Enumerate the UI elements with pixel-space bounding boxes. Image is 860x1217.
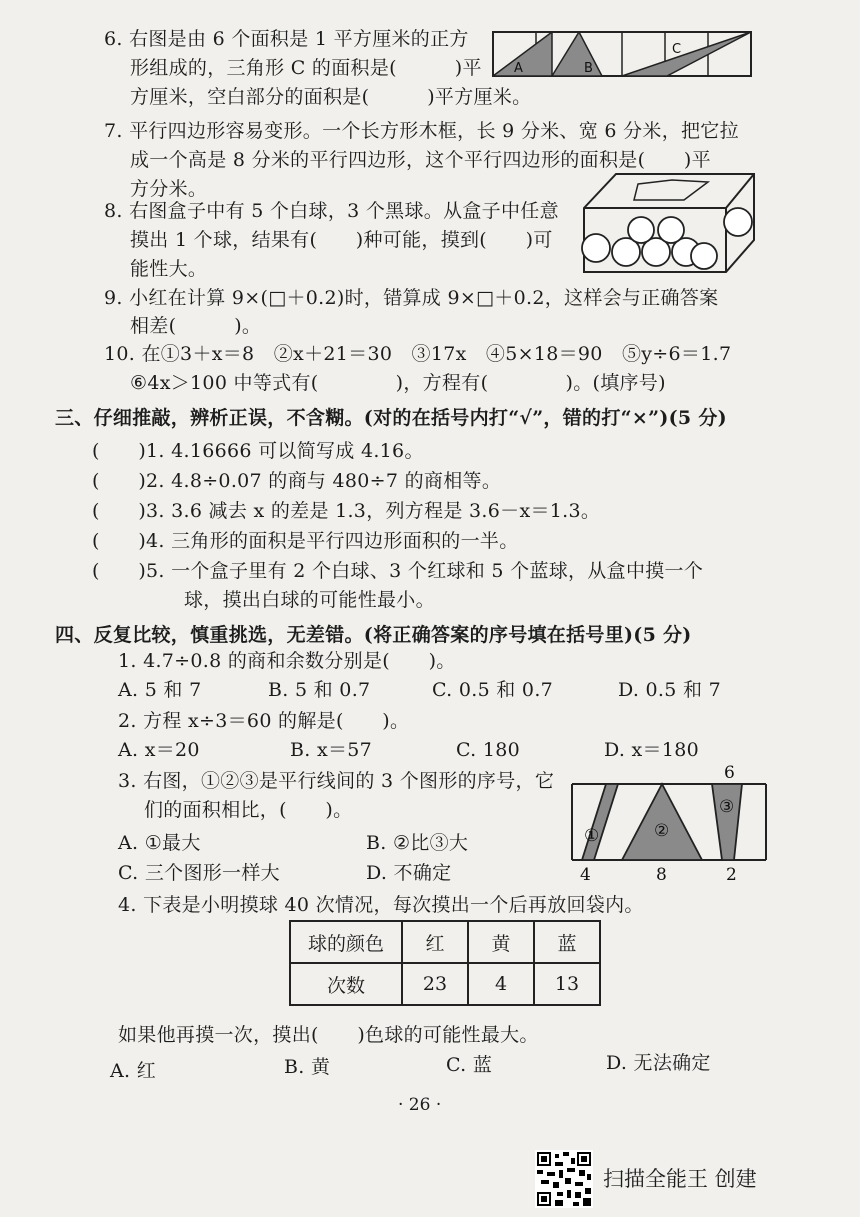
- s4q4-option-c: C. 蓝: [446, 1054, 493, 1076]
- sec3-item-3: ( )3. 3.6 减去 x 的差是 1.3，列方程是 3.6－x＝1.3。: [92, 500, 601, 522]
- s4q1-stem: 1. 4.7÷0.8 的商和余数分别是( )。: [118, 650, 456, 672]
- q6-line2: 形组成的，三角形 C 的面积是( )平: [130, 57, 482, 79]
- table-header-cell: 红: [402, 921, 468, 963]
- sec3-item-5: ( )5. 一个盒子里有 2 个白球、3 个红球和 5 个蓝球，从盒中摸一个: [92, 560, 704, 582]
- fig3-shape-3-label: ③: [719, 797, 735, 817]
- s4q2-option-c: C. 180: [456, 739, 521, 761]
- fig3-bottom-label-3: 2: [726, 865, 737, 884]
- s4q1-option-b: B. 5 和 0.7: [268, 679, 371, 701]
- s4q1-option-c: C. 0.5 和 0.7: [432, 679, 554, 701]
- fig3-bottom-label-2: 8: [656, 865, 667, 884]
- table-row: [290, 921, 600, 963]
- q9-line1: 9. 小红在计算 9×(□＋0.2)时，错算成 9×□＋0.2，这样会与正确答案: [104, 287, 719, 309]
- q10-line1: 10. 在①3＋x＝8 ②x＋21＝30 ③17x ④5×18＝90 ⑤y÷6＝1.7: [104, 343, 732, 365]
- page-number: · 26 ·: [398, 1095, 442, 1115]
- q6-label-c: C: [672, 42, 682, 57]
- q8-line3: 能性大。: [130, 258, 208, 280]
- s4q3-parallel-figure: [566, 756, 772, 884]
- s4q4-followup: 如果他再摸一次，摸出( )色球的可能性最大。: [118, 1024, 539, 1046]
- s4q3-option-d: D. 不确定: [366, 862, 452, 884]
- section-4-title: 四、反复比较，慎重挑选，无差错。(将正确答案的序号填在括号里)(5 分): [55, 624, 692, 646]
- s4q4-option-a: A. 红: [110, 1060, 157, 1082]
- q6-square-figure: [492, 31, 754, 79]
- s4q3-option-b: B. ②比③大: [366, 832, 469, 854]
- q6-label-b: B: [584, 61, 593, 76]
- s4q1-option-a: A. 5 和 7: [118, 679, 202, 701]
- s4q3-line2: 们的面积相比，( )。: [144, 799, 353, 821]
- scanner-watermark: 扫描全能王 创建: [603, 1167, 757, 1191]
- q6-line3: 方厘米，空白部分的面积是( )平方厘米。: [130, 86, 532, 108]
- fig3-bottom-label-1: 4: [580, 865, 591, 884]
- fig3-shape-1-label: ①: [584, 826, 600, 846]
- s4q3-line1: 3. 右图，①②③是平行线间的 3 个图形的序号，它: [118, 770, 555, 792]
- fig3-top-label: 6: [724, 763, 735, 783]
- s4q4-option-b: B. 黄: [284, 1056, 331, 1078]
- table-cell: 23: [402, 963, 468, 1005]
- table-row: [290, 963, 600, 1005]
- table-cell: 次数: [290, 963, 402, 1005]
- s4q3-option-c: C. 三个图形一样大: [118, 862, 280, 884]
- s4q4-stem: 4. 下表是小明摸球 40 次情况，每次摸出一个后再放回袋内。: [118, 894, 644, 916]
- table-cell: 4: [468, 963, 534, 1005]
- s4q2-stem: 2. 方程 x÷3＝60 的解是( )。: [118, 710, 410, 732]
- s4q1-option-d: D. 0.5 和 7: [618, 679, 722, 701]
- table-header-cell: 黄: [468, 921, 534, 963]
- s4q4-option-d: D. 无法确定: [606, 1052, 711, 1074]
- sec3-item-1: ( )1. 4.16666 可以简写成 4.16。: [92, 440, 424, 462]
- s4q2-option-d: D. x＝180: [604, 739, 700, 761]
- q10-line2: ⑥4x＞100 中等式有( )，方程有( )。(填序号): [130, 372, 666, 394]
- q7-line3: 方分米。: [130, 178, 208, 200]
- q8-line1: 8. 右图盒子中有 5 个白球，3 个黑球。从盒子中任意: [104, 200, 559, 222]
- table-cell: 13: [534, 963, 600, 1005]
- s4q2-option-a: A. x＝20: [118, 739, 200, 761]
- s4q3-option-a: A. ①最大: [118, 832, 201, 854]
- ball-tally-table: [289, 920, 601, 1006]
- sec3-item-4: ( )4. 三角形的面积是平行四边形面积的一半。: [92, 530, 519, 552]
- qr-code-icon: [535, 1150, 593, 1208]
- q7-line1: 7. 平行四边形容易变形。一个长方形木框，长 9 分米、宽 6 分米，把它拉: [104, 120, 739, 142]
- q9-line2: 相差( )。: [130, 315, 262, 337]
- q6-line1: 6. 右图是由 6 个面积是 1 平方厘米的正方: [104, 28, 469, 50]
- section-3-title: 三、仔细推敲，辨析正误，不含糊。(对的在括号内打“√”，错的打“×”)(5 分): [55, 407, 727, 429]
- q6-label-a: A: [514, 61, 523, 76]
- q7-line2: 成一个高是 8 分米的平行四边形，这个平行四边形的面积是( )平: [130, 149, 711, 171]
- s4q2-option-b: B. x＝57: [290, 739, 373, 761]
- table-header-cell: 蓝: [534, 921, 600, 963]
- fig3-shape-2-label: ②: [654, 821, 670, 841]
- table-header-cell: 球的颜色: [290, 921, 402, 963]
- sec3-item-5-cont: 球，摸出白球的可能性最小。: [184, 589, 435, 611]
- q8-line2: 摸出 1 个球，结果有( )种可能，摸到( )可: [130, 229, 553, 251]
- q8-ball-box-figure: [576, 168, 762, 278]
- sec3-item-2: ( )2. 4.8÷0.07 的商与 480÷7 的商相等。: [92, 470, 502, 492]
